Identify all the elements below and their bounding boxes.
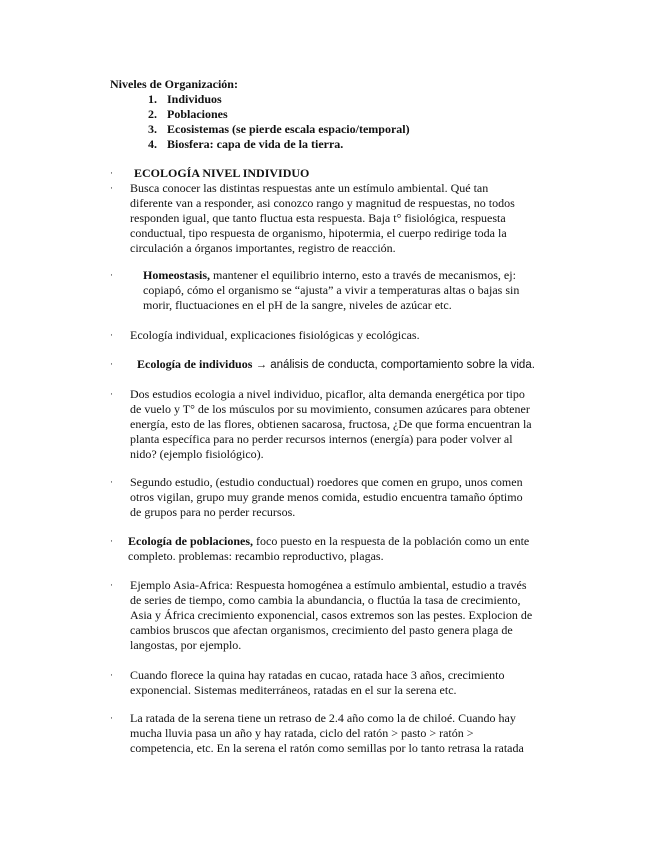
list-item: 2. Poblaciones bbox=[148, 107, 228, 121]
paragraph: · La ratada de la serena tiene un retraso de 2.4 año como la de chiloé. Cuando hay mucha lluvia pasa un año y hay ratada, ciclo del ratón > pasto > ratón > competencia, etc. En la serena el ratón como semillas por lo tanto retrasa la ratada bbox=[110, 711, 524, 755]
bullet-icon: · bbox=[110, 270, 113, 280]
bullet-icon: · bbox=[110, 168, 113, 178]
bullet-icon: · bbox=[110, 359, 113, 369]
bullet-icon: · bbox=[110, 713, 113, 723]
bullet-icon: · bbox=[110, 580, 113, 590]
paragraph: · Ecología individual, explicaciones fisiológicas y ecológicas. bbox=[110, 328, 420, 342]
paragraph-ecologia-poblaciones: · Ecología de poblaciones, foco puesto en la respuesta de la población como un ente completo. problemas: recambio reproductivo, plagas. bbox=[110, 534, 530, 563]
paragraph: · Dos estudios ecologia a nivel individuo, picaflor, alta demanda energética por tipo de vuelo y T° de los músculos por su movimiento, consumen azúcares para obtener energía, esto de las flores, obtienen sacarosa, fructosa, ¿De que forma encuentran la planta específica para no perder recursos internos (energía) para poder volver al nido? (ejemplo fisiológico). bbox=[110, 387, 532, 461]
bullet-icon: · bbox=[110, 536, 113, 546]
paragraph: · Segundo estudio, (estudio conductual) roedores que comen en grupo, unos comen otros vigilan, grupo muy grande menos comida, estudio encuentra tamaño óptimo de grupos para no perder recursos. bbox=[110, 475, 523, 519]
paragraph-homeostasis: · Homeostasis, mantener el equilibrio interno, esto a través de mecanismos, ej: copiapó, cómo el organismo se “ajusta” a vivir a temperaturas altas o bajas sin morir, fluctuaciones en el pH de la sangre, niveles de azúcar etc. bbox=[110, 268, 520, 312]
bullet-icon: · bbox=[110, 330, 113, 340]
paragraph: · Busca conocer las distintas respuestas ante un estímulo ambiental. Qué tan diferente van a responder, asi conozco rango y magnitud de respuestas, no todos responden igual, que tanto fluctua esta respuesta. Baja t° fisiológica, respuesta conductual, tipo respuesta de organismo, hipotermia, el cuerpo redirige toda la circulación a órganos importantes, registro de reacción. bbox=[110, 181, 515, 255]
paragraph: · Cuando florece la quina hay ratadas en cucao, ratada hace 3 años, crecimiento exponencial. Sistemas mediterráneos, ratadas en el sur la serena etc. bbox=[110, 668, 505, 697]
bullet-icon: · bbox=[110, 389, 113, 399]
page-title: Niveles de Organización: bbox=[110, 77, 238, 91]
list-item: 4. Biosfera: capa de vida de la tierra. bbox=[148, 137, 344, 151]
section-heading-individuo: · ECOLOGÍA NIVEL INDIVIDUO bbox=[110, 166, 310, 180]
paragraph: · Ejemplo Asia-Africa: Respuesta homogénea a estímulo ambiental, estudio a través de series de tiempo, como cambia la abundancia, o fluctúa la tasa de crecimiento, Asia y África crecimiento exponencial, casos extremos son las pestes. Explocion de cambios bruscos que afectan organismos, crecimiento del pasto genera plaga de langostas, por ejemplo. bbox=[110, 578, 533, 652]
list-item: 1. Individuos bbox=[148, 92, 222, 106]
bullet-icon: · bbox=[110, 477, 113, 487]
levels-list bbox=[148, 92, 410, 152]
bullet-icon: · bbox=[110, 670, 113, 680]
list-item: 3. Ecosistemas (se pierde escala espacio/temporal) bbox=[148, 122, 410, 136]
paragraph-ecologia-individuos: · Ecología de individuos → análisis de conducta, comportamiento sobre la vida. bbox=[110, 357, 535, 371]
bullet-icon: · bbox=[110, 183, 113, 193]
